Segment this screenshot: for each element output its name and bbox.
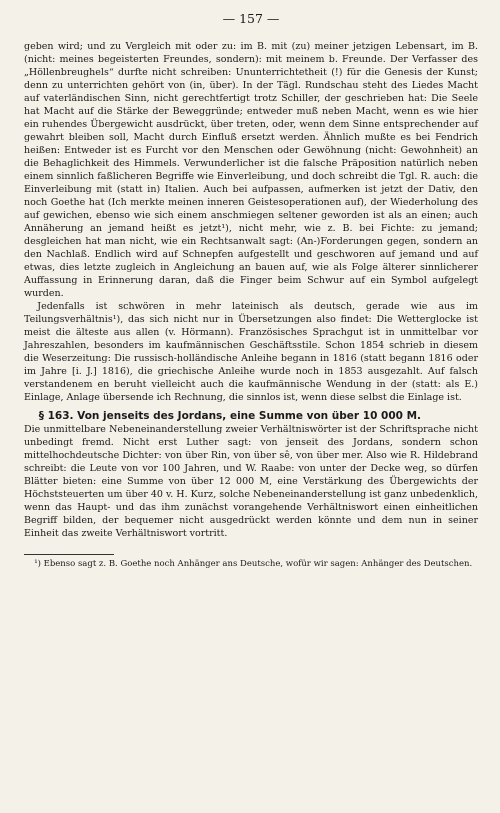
footnote: ¹) Ebenso sagt z. B. Goethe noch Anhänger ans Deutsche, wofür wir sagen: Anhänger des Deutschen. (34, 559, 473, 569)
section-title: § 163. Von jenseits des Jordans, eine Summe von über 10 000 M. (38, 410, 422, 422)
page-number: — 157 — (222, 11, 280, 26)
section-163 (24, 409, 478, 540)
paragraph-1: geben wird; und zu Vergleich mit oder zu: im B. mit (zu) meiner jetzigen Lebensart, im B. (nicht: meines begeisterten Freundes, sondern): mit meinem b. Freunde. Der Verfasser des „Höllenbreughels“ durfte nicht schreiben: Ununterrichtetheit (!) für die Genesis der Kunst; denn zu unterrichten gehört von (in, über). In der Tägl. Rundschau steht des Liedes Macht auf vaterländischen Sinn, nicht gerechtfertigt trotz Schiller, der geschrieben hat: Die Seele hat Macht auf die Stärke der Beweggründe; entweder muß neben Macht, wenn es wie hier ein ruhendes Übergewicht ausdrückt, über treten, oder, wenn dem Sinne entsprechender auf gewahrt bleiben soll, Macht durch Einfluß ersetzt werden. Ähnlich mußte es bei Fendrich heißen: Entweder ist es Furcht vor den Menschen oder Gewöhnung (nicht: Gewohnheit) an die Behaglichkeit des Himmels. Verwunderlicher ist die falsche Präposition natürlich neben einem sinnlich faßlicheren Begriffe wie Einverleibung, und doch schreibt die Tgl. R. auch: die Einverleibung mit (statt in) Italien. Auch bei aufpassen, aufmerken ist jetzt der Dativ, den noch Goethe hat (Ich merkte meinen inneren Geistesoperationen auf), der Wiederholung des auf gewichen, ebenso wie sich einem anschmiegen seltener geworden ist als an einen; auch Annäherung an jemand heißt es jetzt¹), nicht mehr, wie z. B. bei Fichte: zu jemand; desgleichen hat man nicht, wie ein Rechtsanwalt sagt: (An-)Forderungen gegen, sondern an den Nachlaß. Endlich wird auf Schnepfen aufgestellt und geschworen auf jemand und auf etwas, dies letzte zugleich in Angleichung an bauen auf, wie als Folge älterer sinnlicherer Auffassung in Erinnerung daran, daß die Finger beim Schwur auf ein Symbol aufgelegt wurden. (24, 41, 478, 299)
body-text (24, 40, 478, 540)
footnote-divider (24, 554, 114, 555)
section-paragraph: Die unmittelbare Nebeneinanderstellung zweier Verhältniswörter ist der Schriftsprache nicht unbedingt fremd. Nicht erst Luther sagt: von jenseit des Jordans, sondern schon mittelhochdeutsche Dichter: von über Rin, von über sê, von über mer. Also wie R. Hildebrand schreibt: die Leute von vor 100 Jahren, und W. Raabe: von unter der Decke weg, so dürfen Blätter bieten: eine Summe von über 12 000 M, eine Verstärkung des Übergewichts der Höchststeuerten um über 40 v. H. Kurz, solche Nebeneinanderstellung ist ganz unbedenklich, wenn das Haupt- und das ihm zunächst vorangehende Verhältniswort einen einheitlichen Begriff bilden, der bequemer nicht ausgedrückt werden könnte und dem nun in seiner Einheit das zweite Verhältniswort vortritt. (24, 424, 478, 539)
paragraph-2: Jedenfalls ist schwören in mehr lateinisch als deutsch, gerade wie aus im Teilungsverhältnis¹), das sich nicht nur in Übersetzungen also findet: Die Wetterglocke ist meist die älteste aus allen (v. Hörmann). Französisches Sprachgut ist in unmittelbar vor Jahreszahlen, besonders im kaufmännischen Geschäftsstile. Schon 1854 schrieb in diesem die Weserzeitung: Die russisch-holländische Anleihe begann in 1816 (statt begann 1816 oder im Jahre [i. J.] 1816), die griechische Anleihe wurde noch in 1853 ausgezahlt. Auf falsch verstandenem en beruht vielleicht auch die kaufmännische Wendung in der (statt: als E.) Einlage, Anlage übersende ich Rechnung, die sinnlos ist, wenn diese selbst die Einlage ist. (24, 301, 478, 403)
